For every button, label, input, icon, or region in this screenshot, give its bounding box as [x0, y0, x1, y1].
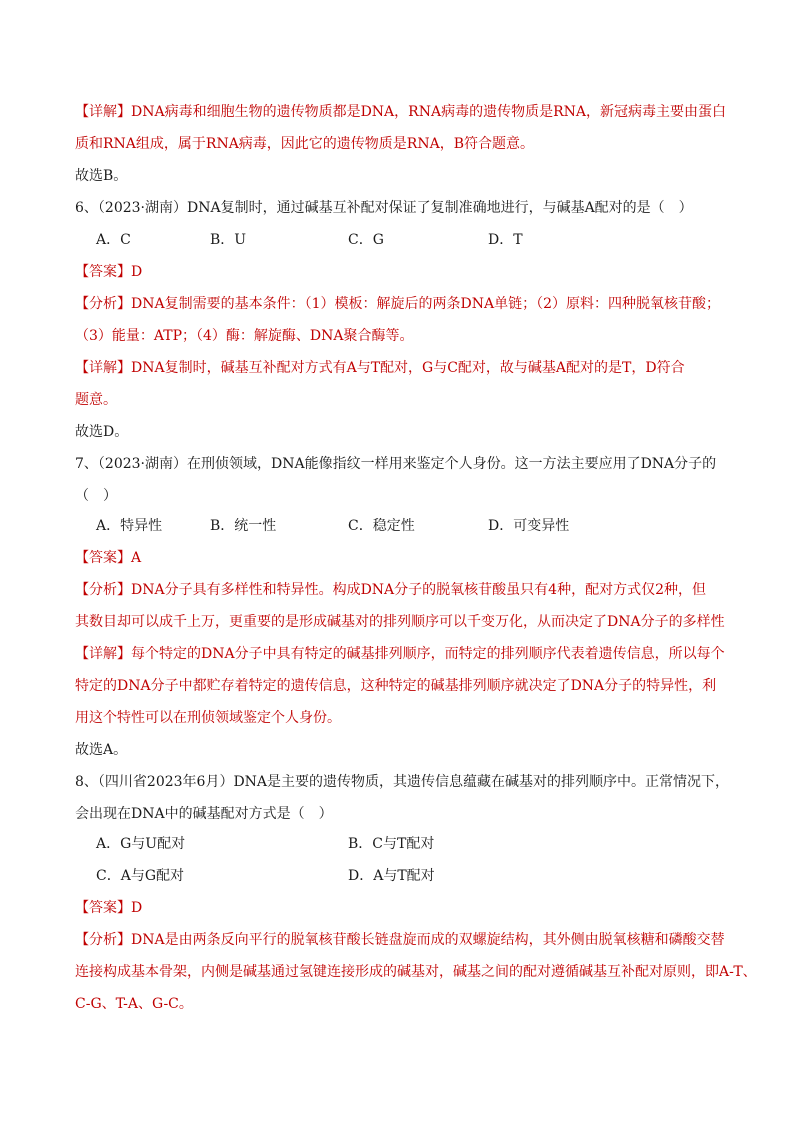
q6-option-a: A．C [96, 232, 131, 248]
question-8-stem: 会出现在DNA中的碱基配对方式是（ ） [75, 806, 333, 822]
detail-text: 【详解】每个特定的DNA分子中具有特定的碱基排列顺序，而特定的排列顺序代表着遗传信息，所以每个 [75, 646, 725, 662]
detail-text: 题意。 [75, 392, 117, 408]
q8-option-c: C．A与G配对 [96, 868, 185, 884]
question-6-stem: 6、（2023·湖南）DNA复制时，通过碱基互补配对保证了复制准确地进行，与碱基A配对的是（ ） [75, 200, 693, 216]
detail-text: 特定的DNA分子中都贮存着特定的遗传信息，这种特定的碱基排列顺序就决定了DNA分子的特异性，利 [75, 678, 717, 694]
analysis-text: 连接构成基本骨架，内侧是碱基通过氢键连接形成的碱基对，碱基之间的配对遵循碱基互补配对原则，即A-T、 [75, 964, 757, 980]
answer-label: 【答案】D [75, 264, 143, 280]
q6-option-b: B．U [210, 232, 247, 248]
question-7-stem: （ ） [75, 488, 117, 504]
answer-label: 【答案】D [75, 900, 143, 916]
analysis-text: C-G、T-A、G-C。 [75, 996, 193, 1012]
analysis-text: 【分析】DNA复制需要的基本条件：（1）模板：解旋后的两条DNA单链；（2）原料：四种脱氧核苷酸； [75, 296, 720, 312]
q8-option-b: B．C与T配对 [348, 836, 435, 852]
question-8-stem: 8、（四川省2023年6月）DNA是主要的遗传物质，其遗传信息蕴藏在碱基对的排列顺序中。正常情况下， [75, 774, 730, 790]
q6-option-c: C．G [348, 232, 384, 248]
detail-text: 【详解】DNA病毒和细胞生物的遗传物质都是DNA，RNA病毒的遗传物质是RNA，新冠病毒主要由蛋白 [75, 104, 726, 120]
answer-label: 【答案】A [75, 550, 142, 566]
analysis-text: 【分析】DNA分子具有多样性和特异性。构成DNA分子的脱氧核苷酸虽只有4种，配对方式仅2种，但 [75, 582, 706, 598]
q8-option-d: D．A与T配对 [348, 868, 435, 884]
question-7-stem: 7、（2023·湖南）在刑侦领域，DNA能像指纹一样用来鉴定个人身份。这一方法主要应用了DNA分子的 [75, 456, 717, 472]
detail-text: 【详解】DNA复制时，碱基互补配对方式有A与T配对，G与C配对，故与碱基A配对的是T，D符合 [75, 360, 685, 376]
q7-option-b: B．统一性 [210, 518, 277, 534]
detail-text: 质和RNA组成，属于RNA病毒，因此它的遗传物质是RNA，B符合题意。 [75, 136, 534, 152]
answer-choice-text: 故选A。 [75, 742, 128, 758]
answer-choice-text: 故选B。 [75, 168, 128, 184]
q7-option-c: C．稳定性 [348, 518, 415, 534]
q7-option-a: A．特异性 [96, 518, 163, 534]
analysis-text: 【分析】DNA是由两条反向平行的脱氧核苷酸长链盘旋而成的双螺旋结构，其外侧由脱氧核糖和磷酸交替 [75, 932, 725, 948]
analysis-text: （3）能量：ATP；（4）酶：解旋酶、DNA聚合酶等。 [75, 328, 414, 344]
answer-choice-text: 故选D。 [75, 424, 129, 440]
detail-text: 用这个特性可以在刑侦领域鉴定个人身份。 [75, 710, 341, 726]
q8-option-a: A．G与U配对 [96, 836, 186, 852]
q6-option-d: D．T [488, 232, 523, 248]
analysis-text: 其数目却可以成千上万，更重要的是形成碱基对的排列顺序可以千变万化，从而决定了DNA分子的多样性 [75, 614, 725, 630]
q7-option-d: D．可变异性 [488, 518, 570, 534]
